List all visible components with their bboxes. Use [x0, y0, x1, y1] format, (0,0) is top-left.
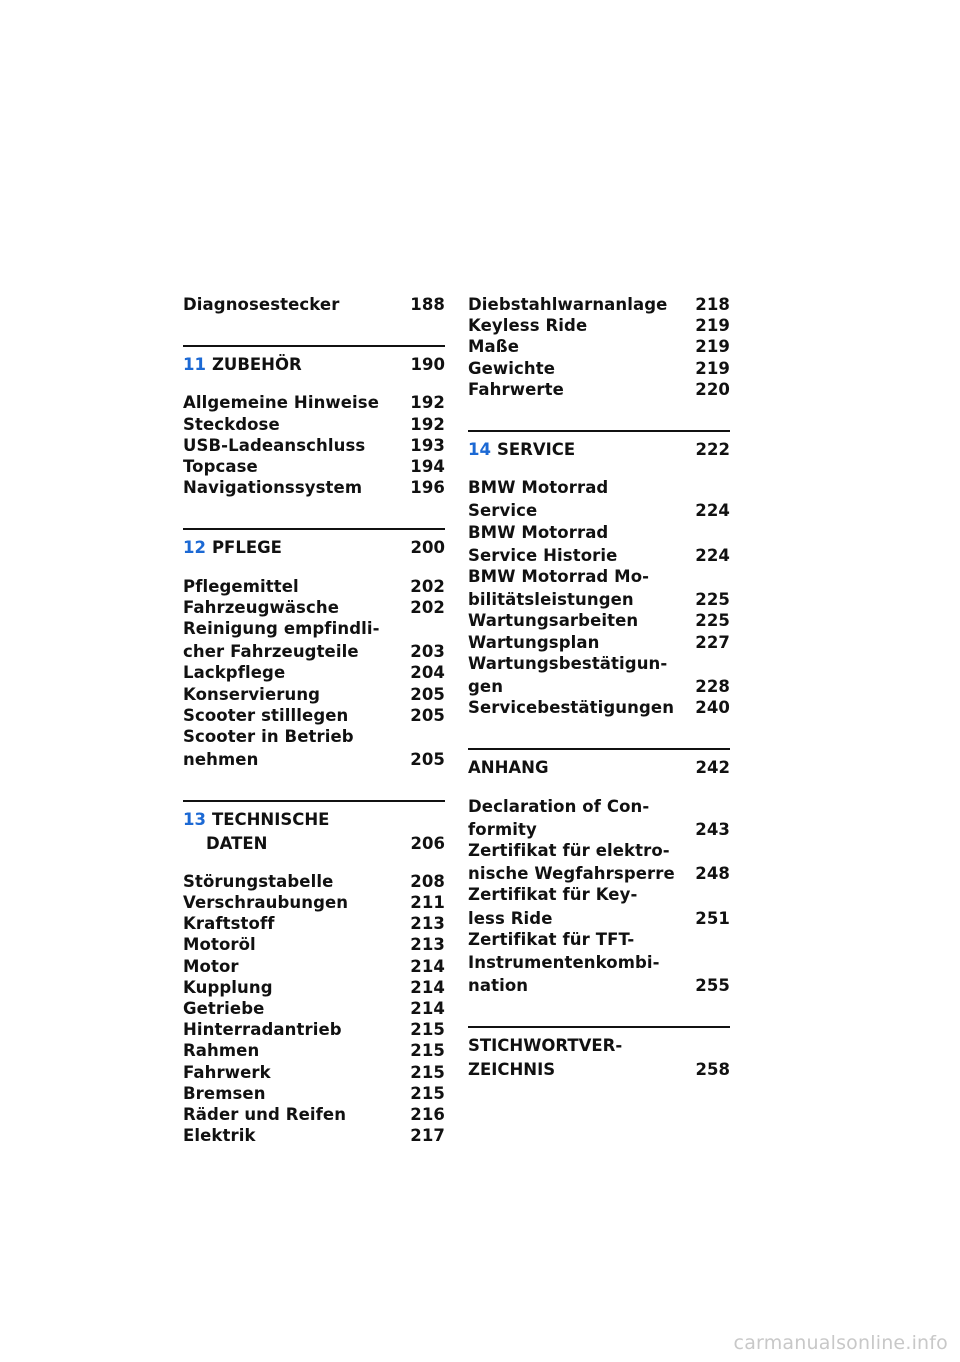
- toc-entry[interactable]: BMW Motorrad Mo- bilitätsleistungen 225: [468, 567, 730, 610]
- chapter-12-heading[interactable]: 12 PFLEGE 200: [183, 528, 445, 558]
- toc-entry[interactable]: Räder und Reifen 216: [183, 1105, 445, 1125]
- toc-entry[interactable]: Steckdose 192: [183, 414, 445, 434]
- toc-entry[interactable]: Gewichte 219: [468, 358, 730, 378]
- toc-entry[interactable]: Reinigung empfindli- cher Fahrzeugteile 203: [183, 619, 445, 662]
- toc-entry[interactable]: Diagnosestecker 188: [183, 295, 445, 314]
- toc-entry[interactable]: Fahrwerk 215: [183, 1062, 445, 1082]
- chapter-14-heading[interactable]: 14 SERVICE 222: [468, 430, 730, 460]
- chapter-13-heading[interactable]: 13 TECHNISCHE DATEN 206: [183, 800, 445, 853]
- toc-entry[interactable]: Fahrzeugwäsche 202: [183, 597, 445, 617]
- toc-entry[interactable]: Kraftstoff 213: [183, 914, 445, 934]
- toc-entry[interactable]: BMW Motorrad Service Historie 224: [468, 522, 730, 565]
- toc-entry[interactable]: Declaration of Con- formity 243: [468, 796, 730, 839]
- toc-entry[interactable]: Zertifikat für Key- less Ride 251: [468, 885, 730, 928]
- toc-entry[interactable]: Wartungsbestätigun- gen 228: [468, 653, 730, 697]
- chapter-number: 12: [183, 538, 206, 558]
- toc-entry[interactable]: BMW Motorrad Service 224: [468, 478, 730, 521]
- index-heading[interactable]: STICHWORTVER- ZEICHNIS 258: [468, 1026, 730, 1079]
- toc-entry[interactable]: Motor 214: [183, 956, 445, 976]
- toc-entry[interactable]: USB-Ladeanschluss 193: [183, 435, 445, 455]
- toc-entry[interactable]: Zertifikat für TFT- Instrumentenkombi- nation 255: [468, 929, 730, 996]
- chapter-11-heading[interactable]: 11 ZUBEHÖR 190: [183, 345, 445, 375]
- toc-entry[interactable]: Kupplung 214: [183, 977, 445, 997]
- toc-entry[interactable]: Zertifikat für elektro- nische Wegfahrsperre 248: [468, 841, 730, 884]
- toc-entry[interactable]: Lackpflege 204: [183, 663, 445, 683]
- chapter-number: 14: [468, 440, 491, 460]
- toc-entry[interactable]: Pflegemittel 202: [183, 576, 445, 596]
- toc-right-column: [468, 294, 730, 1080]
- anhang-heading[interactable]: ANHANG 242: [468, 748, 730, 778]
- toc-entry[interactable]: Allgemeine Hinweise 192: [183, 393, 445, 413]
- toc-entry[interactable]: Bremsen 215: [183, 1083, 445, 1103]
- toc-left-column: [183, 294, 445, 1147]
- toc-entry[interactable]: Hinterradantrieb 215: [183, 1020, 445, 1040]
- chapter-number: 11: [183, 355, 206, 375]
- toc-entry[interactable]: Topcase 194: [183, 457, 445, 477]
- chapter-number: 13: [183, 810, 206, 830]
- toc-entry[interactable]: Fahrwerte 220: [468, 379, 730, 399]
- toc-entry[interactable]: Elektrik 217: [183, 1126, 445, 1146]
- watermark: carmanualsonline.info: [733, 1332, 948, 1354]
- toc-entry[interactable]: Scooter in Betrieb nehmen 205: [183, 727, 445, 770]
- toc-entry[interactable]: Navigationssystem 196: [183, 478, 445, 498]
- toc-entry[interactable]: Scooter stilllegen 205: [183, 705, 445, 725]
- toc-entry[interactable]: Rahmen 215: [183, 1041, 445, 1061]
- toc-entry[interactable]: Motoröl 213: [183, 935, 445, 955]
- toc-entry[interactable]: Konservierung 205: [183, 684, 445, 704]
- toc-entry[interactable]: Verschraubungen 211: [183, 893, 445, 913]
- toc-entry[interactable]: Störungstabelle 208: [183, 871, 445, 891]
- toc-entry[interactable]: Getriebe 214: [183, 999, 445, 1019]
- toc-entry[interactable]: Servicebestätigungen 240: [468, 698, 730, 718]
- toc-entry[interactable]: Wartungsarbeiten 225: [468, 611, 730, 631]
- toc-entry[interactable]: Diebstahlwarnanlage 218: [468, 295, 730, 314]
- toc-entry[interactable]: Keyless Ride 219: [468, 316, 730, 336]
- toc-entry[interactable]: Maße 219: [468, 337, 730, 357]
- toc-entry[interactable]: Wartungsplan 227: [468, 632, 730, 652]
